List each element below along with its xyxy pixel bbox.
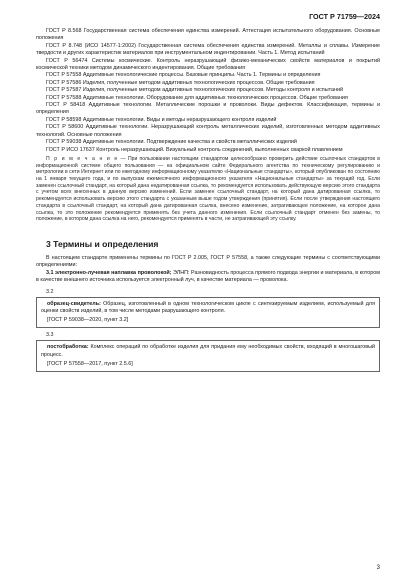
reference-item: ГОСТ Р 57588 Аддитивные технологии. Оборудование для аддитивных технологических процессов. Общие требования — [46, 94, 348, 101]
reference-item: ГОСТ Р 8.568 Государственная система обеспечения единства измерений. Аттестация испытательного оборудования. Основные положения — [36, 28, 380, 42]
note-text: — При пользовании настоящим стандартом целесообразно проверить действие ссылочных стандартов в информационной системе общего пользования — на официальном сайте Федерального агентства по техническому регулированию и метрологии в сети Интернет или по ежегодному информационному указателю «Национальные стандарты», который опубликован по состоянию на 1 января текущего года, и по выпускам ежемесячного информационного указателя «Национальные стандарты» за текущий год. Если заменен ссылочный стандарт, на который дана недатированная ссылка, то рекомендуется использовать действующую версию этого стандарта с учетом всех внесенных в данную версию изменений. Если заменен ссылочный стандарт, на который дана датированная ссылка, то рекомендуется использовать версию этого стандарта с указанным выше годом утверждения (принятия). Если после утверждения настоящего стандарта в ссылочный стандарт, на который дана датированная ссылка, внесено изменение, затрагивающее положение, на которое дана ссылка, то это положение рекомендуется применять без учета данного изменения. Если ссылочный стандарт отменен без замены, то положение, в котором дана ссылка на него, рекомендуется применять в части, не затрагивающей эту ссылку. — [36, 155, 380, 223]
term-3-2-box — [36, 297, 380, 329]
reference-item: ГОСТ Р 8.748 (ИСО 14577-1:2002) Государственная система обеспечения единства измерений. Металлы и сплавы. Измерение твердости и других характеристик материалов при инструментальном индентировании. Часть 1. Метод испытаний — [36, 42, 380, 57]
term-3-2-source: [ГОСТ Р 59038—2020, пункт 3.2] — [47, 317, 129, 324]
document-number-header: ГОСТ Р 71759—2024 — [309, 12, 380, 21]
reference-item: ГОСТ Р 59038 Аддитивные технологии. Подтверждение качества и свойств металлических изделий — [46, 139, 297, 146]
reference-item: ГОСТ Р 57558 Аддитивные технологические процессы. Базовые принципы. Часть 1. Термины и определения — [46, 72, 321, 79]
term-3-1-definition: ЭЛНП: Разновидность процесса прямого подвода энергии и материала, в котором в качестве внешнего источника используется электронный луч, в качестве материала — проволока. — [36, 269, 380, 284]
reference-item: ГОСТ Р 57587 Изделия, полученные методом аддитивных технологических процессов. Методы контроля и испытаний — [46, 87, 344, 94]
reference-item: ГОСТ Р 58600 Аддитивные технологии. Неразрушающий контроль металлических изделий, изготовленных методом аддитивных технологий. Основные положения — [36, 124, 380, 138]
reference-item: ГОСТ Р 57586 Изделия, полученные методом аддитивных технологических процессов. Общие требования — [46, 79, 315, 86]
reference-item: ГОСТ Р 56474 Системы космические. Контроль неразрушающий физико-механических свойств материалов и покрытий космической техники методом динамического индентирования. Общие требования — [36, 57, 380, 72]
section-title: 3 Термины и определения — [46, 238, 159, 249]
term-3-3-box — [36, 340, 380, 372]
references-note — [36, 156, 380, 223]
term-3-3-definition: Комплекс операций по обработке изделия для придания ему необходимых свойств, входящий в многошаговый процесс. — [41, 344, 375, 358]
reference-item: ГОСТ Р 58598 Аддитивные технологии. Виды и методы неразрушающего контроля изделий — [46, 116, 277, 123]
term-3-1 — [36, 270, 380, 285]
term-3-2-name: образец-свидетель: — [47, 300, 101, 307]
term-3-3 — [41, 344, 375, 359]
term-3-2-number: 3.2 — [46, 288, 54, 295]
section-intro: В настоящем стандарте применены термины по ГОСТ Р 2.005, ГОСТ Р 57558, а также следующие термины с соответствующими определениями: — [36, 254, 380, 269]
reference-item: ГОСТ Р 58418 Аддитивные технологии. Металлические порошки и проволоки. Виды дефектов. Классификация, термины и определения — [36, 102, 380, 116]
normative-references-list — [36, 28, 380, 154]
note-label: П р и м е ч а н и е — [46, 155, 119, 162]
term-3-3-number: 3.3 — [46, 332, 54, 339]
term-3-3-name: постобработка: — [47, 344, 89, 351]
term-3-3-source: [ГОСТ Р 57558—2017, пункт 2.5.6] — [47, 361, 133, 368]
term-3-1-name: 3.1 электронно-лучевая наплавка проволокой; — [46, 269, 172, 276]
reference-item: ГОСТ Р ИСО 17637 Контроль неразрушающий. Визуальный контроль соединений, выполненных сваркой плавлением — [46, 146, 343, 153]
term-3-2-definition: Образец, изготовленный в одном технологическом цикле с синтезируемым изделием, используемый для оценки свойств изделий, в том числе методами разрушающего контроля. — [41, 300, 375, 314]
term-3-2 — [41, 301, 375, 316]
page-number: 3 — [376, 565, 380, 571]
